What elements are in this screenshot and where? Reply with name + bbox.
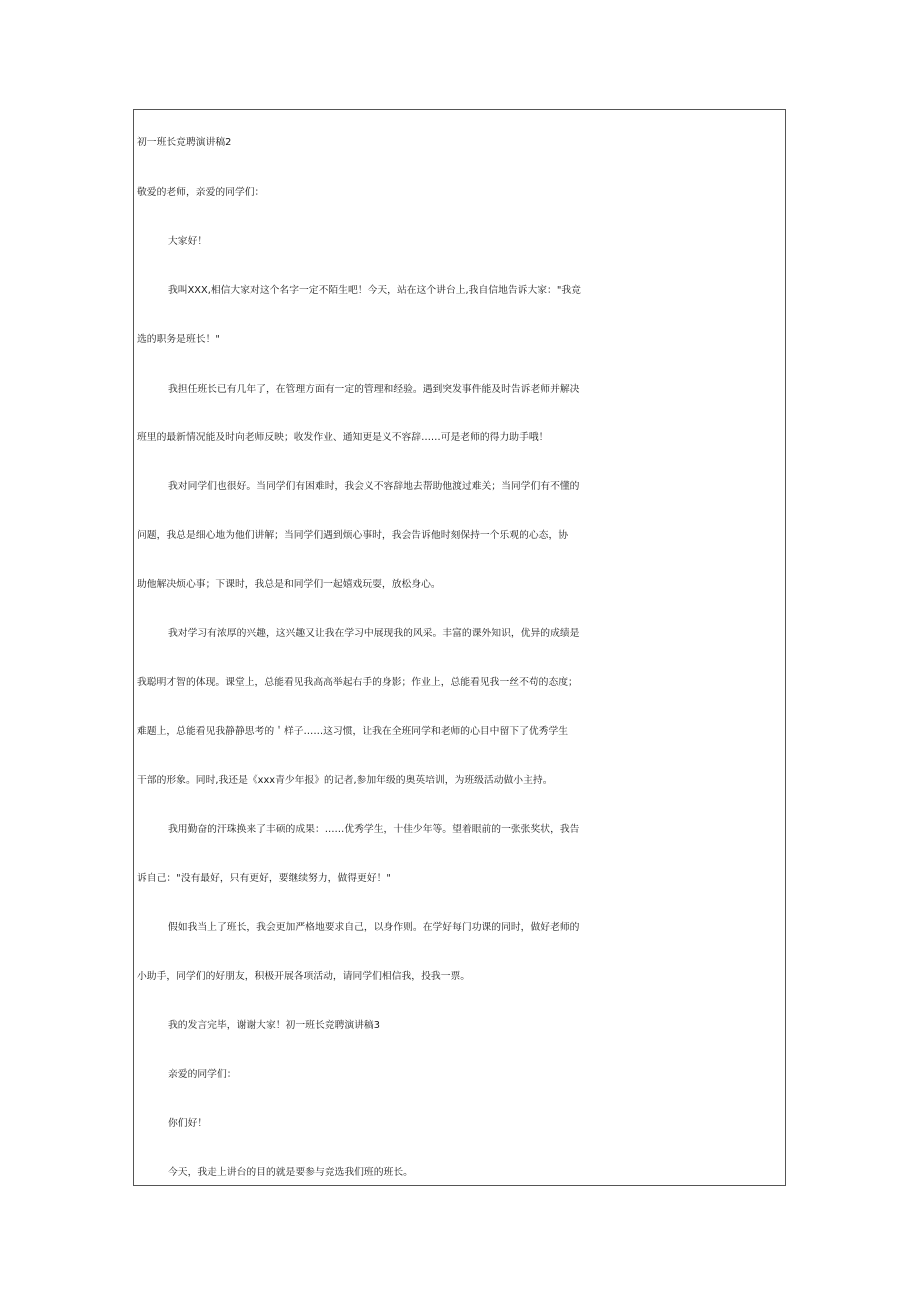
paragraph-line: 假如我当上了班长，我会更加严格地要求自己，以身作则。在学好每门功课的同时，做好老师的	[168, 922, 580, 933]
paragraph-line: 我担任班长已有几年了，在管理方面有一定的管理和经验。遇到突发事件能及时告诉老师并解决	[168, 384, 580, 395]
paragraph-line: 我叫XXX,相信大家对这个名字一定不陌生吧！今天，站在这个讲台上,我自信地告诉大家："我竞	[168, 285, 581, 296]
paragraph-line: 我聪明才智的体现。课堂上，总能看见我高高举起右手的身影；作业上，总能看见我一丝不苟的态度；	[137, 677, 578, 688]
paragraph-line: 干部的形象。同时,我还是《xxx青少年报》的记者,参加年级的奥英培训，为班级活动做小主持。	[137, 775, 553, 786]
paragraph-line: 难题上，总能看见我静静思考的＇样子……这习惯，让我在全班同学和老师的心目中留下了优秀学生	[137, 726, 569, 737]
greeting-2: 你们好！	[168, 1118, 208, 1129]
greeting: 大家好！	[168, 236, 208, 247]
paragraph-line: 问题，我总是细心地为他们讲解；当同学们遇到烦心事时，我会告诉他时刻保持一个乐观的心态，协	[137, 530, 569, 541]
document-page	[133, 109, 786, 1186]
paragraph-line: 我的发言完毕，谢谢大家！初一班长竞聘演讲稿3	[168, 1020, 380, 1031]
paragraph-line: 我用勤奋的汗珠换来了丰硕的成果：……优秀学生，十佳少年等。望着眼前的一张张奖状，我告	[168, 824, 580, 835]
paragraph-line: 今天，我走上讲台的目的就是要参与竞选我们班的班长。	[168, 1167, 413, 1178]
salutation-2: 亲爱的同学们：	[168, 1069, 237, 1080]
paragraph-line: 选的职务是班长！"	[137, 334, 220, 345]
paragraph-line: 诉自己："没有最好，只有更好，要继续努力，做得更好！"	[137, 873, 391, 884]
paragraph-line: 班里的最新情况能及时向老师反映；收发作业、通知更是义不容辞……可是老师的得力助手哦！	[137, 432, 549, 443]
paragraph-line: 小助手，同学们的好朋友，积极开展各项活动，请同学们相信我，投我一票。	[137, 971, 471, 982]
paragraph-line: 我对学习有浓厚的兴趣，这兴趣又让我在学习中展现我的风采。丰富的课外知识，优异的成绩是	[168, 628, 580, 639]
paragraph-line: 助他解决烦心事；下课时，我总是和同学们一起嬉戏玩耍，放松身心。	[137, 579, 441, 590]
paragraph-line: 我对同学们也很好。当同学们有困难时，我会义不容辞地去帮助他渡过难关；当同学们有不懂的	[168, 481, 580, 492]
document-title: 初一班长竞聘演讲稿2	[137, 137, 232, 148]
salutation: 敬爱的老师，亲爱的同学们：	[137, 187, 265, 198]
